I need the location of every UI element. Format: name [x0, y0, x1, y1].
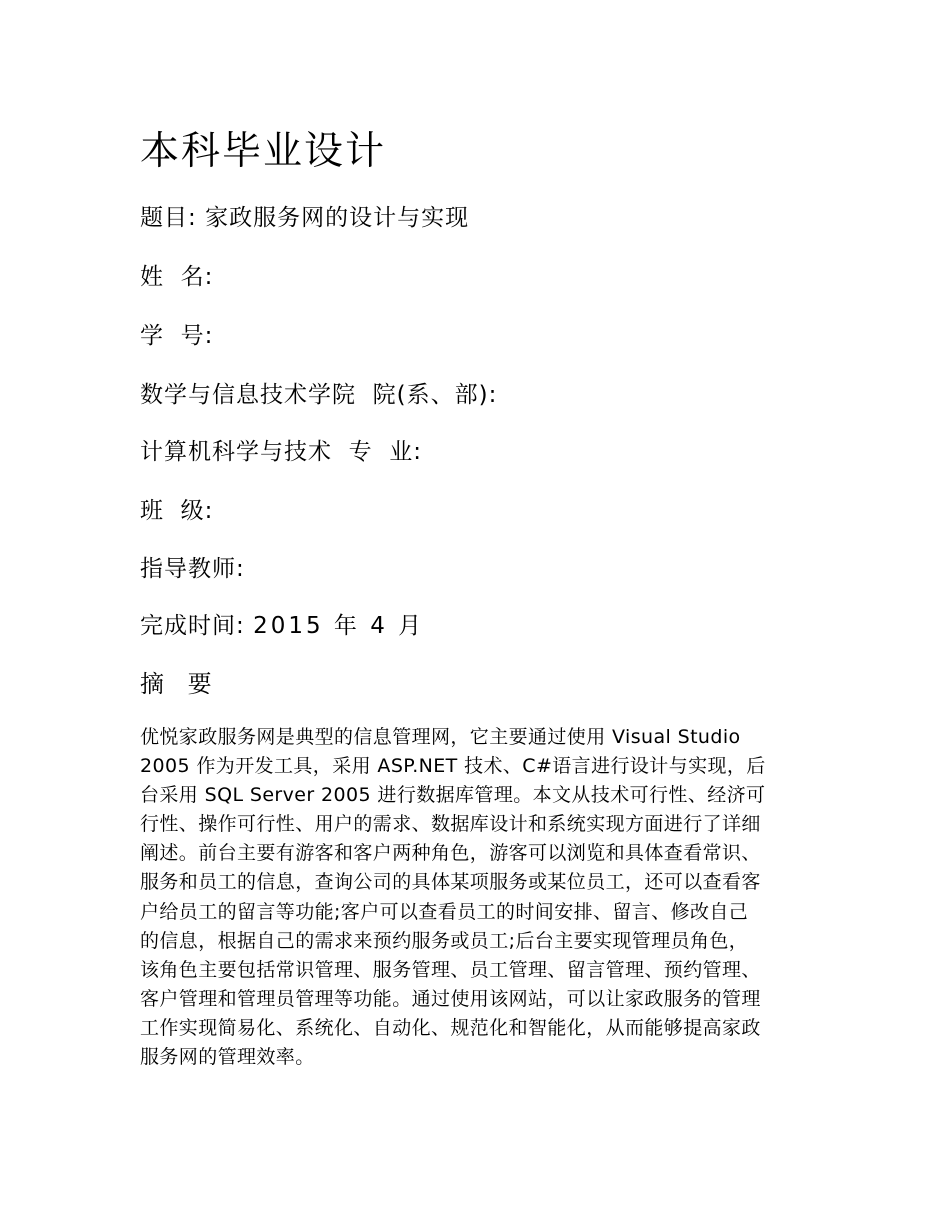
field-class — [140, 496, 213, 526]
field-completion-time-label: 完成时间: — [140, 613, 245, 639]
abstract-line: 2005 作为开发工具，采用 ASP.NET 技术、C#语言进行设计与实现，后 — [140, 755, 766, 778]
field-advisor-label: 指导教师: — [140, 556, 245, 582]
abstract-line: 服务和员工的信息，查询公司的具体某项服务或某位员工，还可以查看客 — [140, 871, 761, 894]
abstract-line: 工作实现简易化、系统化、自动化、规范化和智能化，从而能够提高家政 — [140, 1016, 761, 1039]
abstract-line: 服务网的管理效率。 — [140, 1046, 315, 1069]
field-student-id — [140, 321, 213, 351]
field-completion-time-value: 2015 年 4 月 — [253, 613, 425, 639]
abstract-line: 行性、操作可行性、用户的需求、数据库设计和系统实现方面进行了详细 — [140, 813, 761, 836]
field-name-label: 姓 名: — [140, 264, 214, 290]
abstract-line: 户给员工的留言等功能;客户可以查看员工的时间安排、留言、修改自己 — [140, 900, 749, 923]
field-student-id-label: 学 号: — [140, 323, 214, 349]
abstract-line: 台采用 SQL Server 2005 进行数据库管理。本文从技术可行性、经济可 — [140, 784, 766, 807]
abstract-body — [140, 723, 810, 1072]
abstract-heading: 摘 要 — [140, 670, 220, 698]
field-name — [140, 262, 213, 292]
abstract-line: 优悦家政服务网是典型的信息管理网，它主要通过使用 Visual Studio — [140, 726, 741, 748]
abstract-line: 阐述。前台主要有游客和客户两种角色，游客可以浏览和具体查看常识、 — [140, 842, 761, 865]
field-class-label: 班 级: — [140, 498, 214, 524]
field-department-label: 数学与信息技术学院 院(系、部): — [140, 382, 498, 408]
field-major — [140, 437, 422, 467]
abstract-line: 该角色主要包括常识管理、服务管理、员工管理、留言管理、预约管理、 — [140, 958, 761, 981]
field-major-label: 计算机科学与技术 专 业: — [140, 439, 422, 465]
abstract-line: 客户管理和管理员管理等功能。通过使用该网站，可以让家政服务的管理 — [140, 987, 761, 1010]
field-topic-value: 家政服务网的设计与实现 — [205, 205, 470, 231]
abstract-line: 的信息，根据自己的需求来预约服务或员工;后台主要实现管理员角色， — [140, 929, 749, 952]
field-topic-label: 题目: — [140, 205, 197, 231]
document-title: 本科毕业设计 — [140, 129, 387, 174]
field-department — [140, 380, 497, 410]
field-completion-time — [140, 611, 424, 641]
field-advisor — [140, 554, 245, 584]
field-topic — [140, 203, 469, 233]
